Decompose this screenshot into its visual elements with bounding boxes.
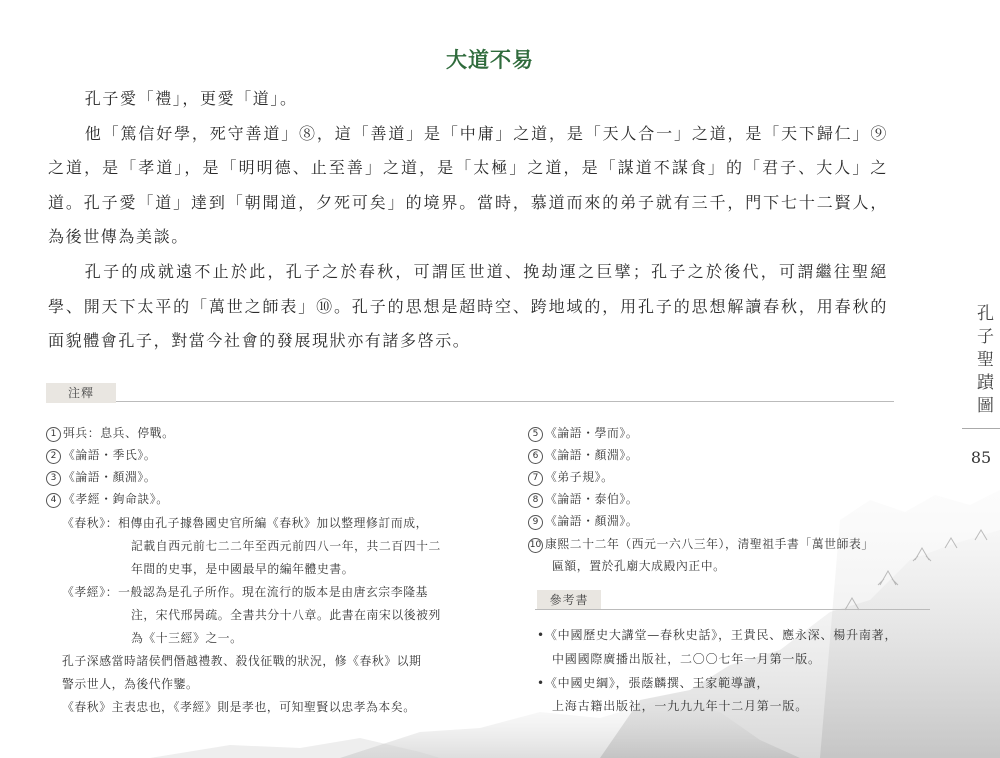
footnote-number: 7 [528, 471, 543, 486]
explanation-line: 記載自西元前七二二年至西元前四八一年，共二百四十二 [131, 539, 441, 553]
explanation-line: 年間的史事，是中國最早的編年體史書。 [131, 562, 355, 576]
reference-item: •《中國歷史大講堂—春秋史話》，王貴民、應永深、楊升南著， [537, 628, 898, 642]
footnote-number: 2 [46, 449, 61, 464]
footnote: 4 《孝經・鉤命訣》。 [46, 490, 169, 508]
footnote-continuation: 匾額，置於孔廟大成殿內正中。 [552, 559, 726, 573]
explanation-line: 注，宋代邢昺疏。全書共分十八章。此書在南宋以後被列 [131, 608, 441, 622]
explanation-line: 為《十三經》之一。 [131, 631, 243, 645]
reference-item: •《中國史綱》，張蔭麟撰、王家範導讀， [537, 676, 770, 690]
page-number: 85 [970, 448, 992, 467]
footnote: 3 《論語・顏淵》。 [46, 468, 156, 486]
references-label: 參考書 [537, 590, 601, 610]
footnote: 8 《論語・泰伯》。 [528, 490, 638, 508]
footnote-number: 9 [528, 515, 543, 530]
notes-label: 注釋 [46, 383, 116, 403]
paragraph: 他「篤信好學，死守善道」⑧，這「善道」是「中庸」之道，是「天人合一」之道，是「天下歸仁」⑨之道，是「孝道」，是「明明德、止至善」之道，是「太極」之道，是「謀道不謀食」的「君子、大人」之道。孔子愛「道」達到「朝聞道，夕死可矣」的境界。當時，慕道而來的弟子就有三千，門下七十二賢人，為後世傳為美談。 [48, 123, 888, 247]
footnote-number: 4 [46, 493, 61, 508]
footnote-number: 8 [528, 493, 543, 508]
footnote: 7 《弟子規》。 [528, 468, 613, 486]
explanation-line: 警示世人，為後代作鑒。 [62, 677, 199, 691]
reference-item: 上海古籍出版社，一九九九年十二月第一版。 [552, 699, 809, 713]
explanation-line: 《春秋》：相傳由孔子據魯國史官所編《春秋》加以整理修訂而成， [62, 516, 429, 530]
footnote: 9 《論語・顏淵》。 [528, 512, 638, 530]
body-text [48, 82, 888, 359]
explanation-line: 孔子深感當時諸侯們僭越禮教、殺伐征戰的狀況，修《春秋》以期 [62, 654, 422, 668]
chapter-title: 大道不易 [446, 48, 534, 72]
footnote-number: 3 [46, 471, 61, 486]
footnote: 2 《論語・季氏》。 [46, 446, 156, 464]
reference-item: 中國國際廣播出版社，二〇〇七年一月第一版。 [552, 652, 821, 666]
footnote: 1 弭兵：息兵、停戰。 [46, 424, 175, 442]
footnote-number: 5 [528, 427, 543, 442]
running-head-divider [962, 428, 1000, 429]
footnote-number: 6 [528, 449, 543, 464]
footnote: 10 康熙二十二年（西元一六八三年），清聖祖手書「萬世師表」 [529, 537, 874, 551]
paragraph: 孔子愛「禮」，更愛「道」。 [84, 89, 298, 108]
running-head: 孔子聖蹟圖 [973, 304, 993, 419]
footnote: 5 《論語・學而》。 [528, 424, 638, 442]
explanation-line: 《春秋》主表忠也，《孝經》則是孝也，可知聖賢以忠孝為本矣。 [62, 700, 416, 714]
footnote-number: 10 [528, 538, 543, 553]
notes-divider [46, 401, 894, 402]
footnote-number: 1 [46, 427, 61, 442]
references-divider [535, 609, 930, 610]
footnote: 6 《論語・顏淵》。 [528, 446, 638, 464]
paragraph: 孔子的成就遠不止於此，孔子之於春秋，可謂匡世道、挽劫運之巨擘；孔子之於後代，可謂繼往聖絕學、開天下太平的「萬世之師表」⑩。孔子的思想是超時空、跨地域的，用孔子的思想解讀春秋，用春秋的面貌體會孔子，對當今社會的發展現狀亦有諸多啓示。 [48, 261, 888, 351]
explanation-line: 《孝經》：一般認為是孔子所作。現在流行的版本是由唐玄宗李隆基 [62, 585, 429, 599]
